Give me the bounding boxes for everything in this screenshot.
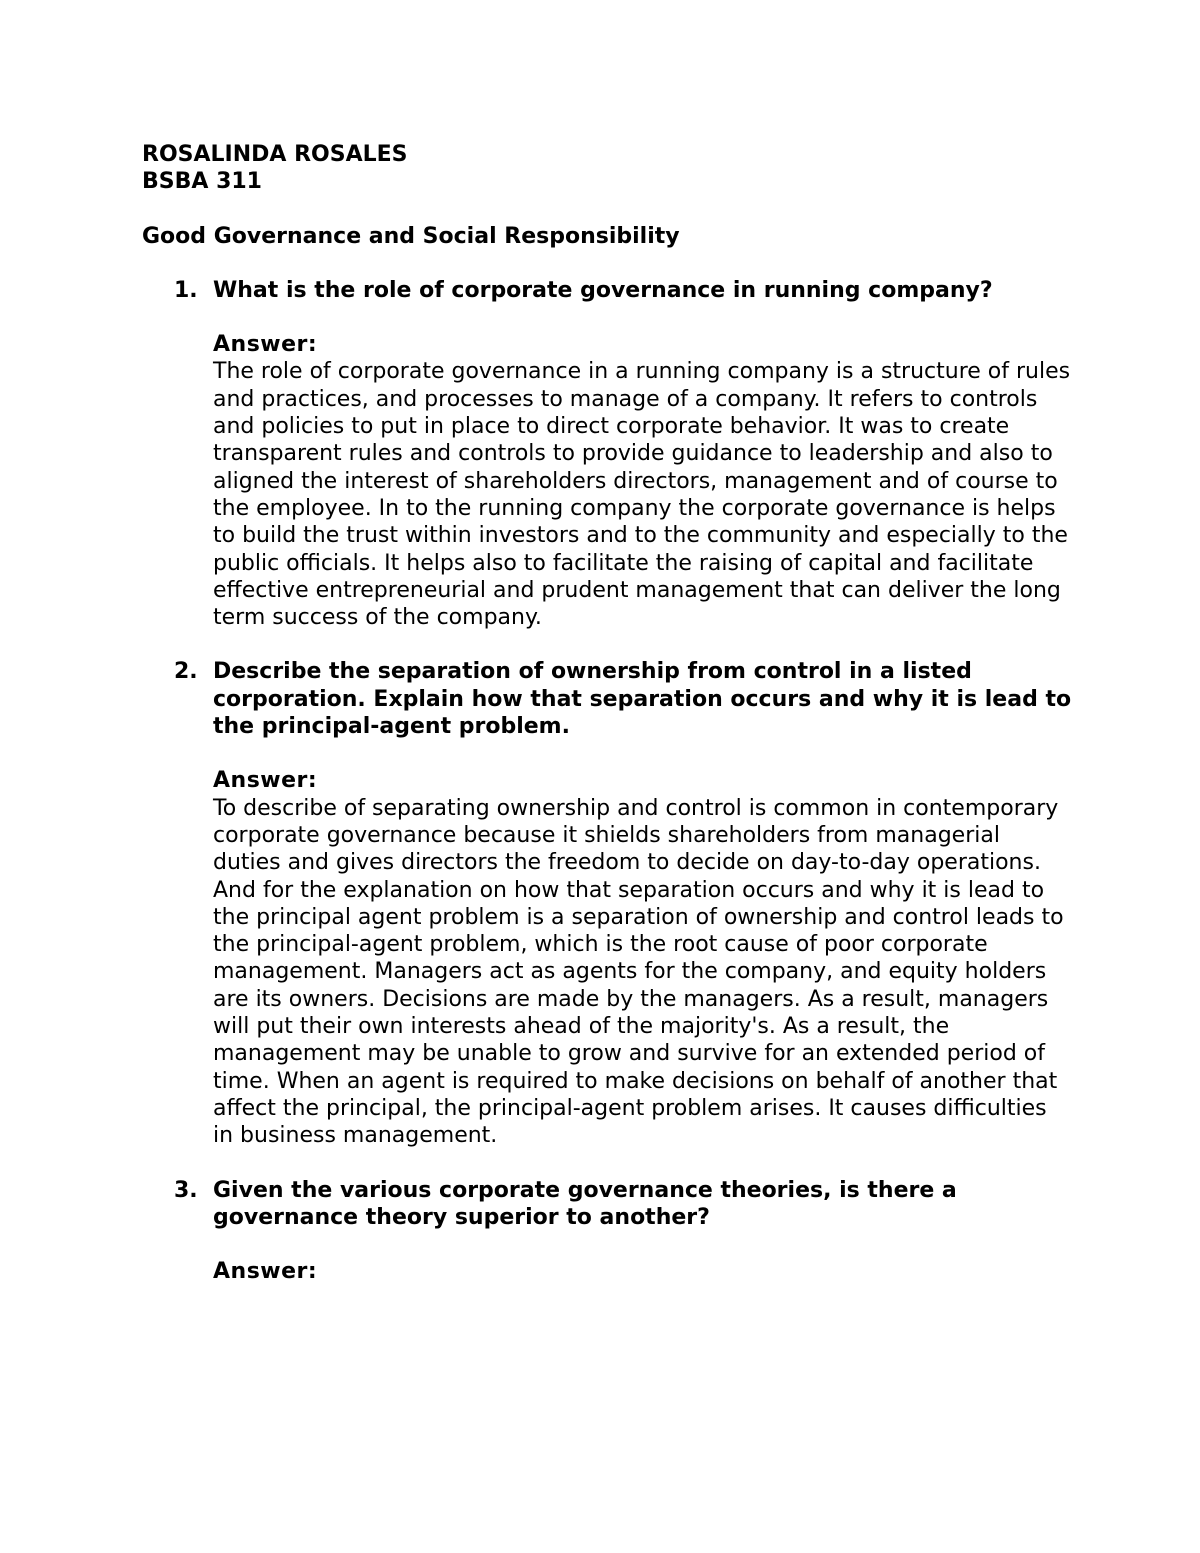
answer-paragraph: The role of corporate governance in a running company is a structure of rules and practices, and processes to manage of a company. It refers to controls and policies to put in place to direct corporate behavior. It was to create transparent rules and controls to provide guidance to leadership and also to aligned the interest of shareholders directors, management and of course to the employee. In to the running company the corporate governance is helps to build the trust within investors and to the community and especially to the public officials. It helps also to facilitate the raising of capital and facilitate effective entrepreneurial and prudent management that can deliver the long term success of the company. (213, 359, 1071, 631)
question-number: 3. (174, 1177, 198, 1203)
question-text: What is the role of corporate governance in running company? (213, 277, 993, 303)
question-text: Describe the separation of ownership from control in a listed corporation. Explain how that separation occurs and why it is lead to the principal-agent problem. (213, 659, 1072, 740)
question-number: 2. (174, 659, 198, 685)
question-item-3 (142, 1177, 1072, 1286)
question-text: Given the various corporate governance theories, is there a governance theory superior to another? (213, 1177, 957, 1230)
answer-label: Answer: (213, 1259, 318, 1285)
question-number: 1. (174, 277, 198, 303)
course-code: BSBA 311 (142, 169, 262, 195)
question-item-2 (142, 658, 1072, 1149)
answer-label: Answer: (213, 768, 318, 794)
answer-label: Answer: (213, 332, 318, 358)
question-item-1 (142, 277, 1072, 632)
author-name: ROSALINDA ROSALES (142, 142, 408, 167)
document-page (142, 141, 1072, 1285)
question-list (142, 277, 1072, 1286)
answer-paragraph: To describe of separating ownership and control is common in contemporary corporate governance because it shields shareholders from managerial duties and gives directors the freedom to decide on day-to-day operations. (213, 795, 1059, 876)
document-title: Good Governance and Social Responsibility (142, 223, 680, 249)
answer-paragraph: And for the explanation on how that separation occurs and why it is lead to the principal agent problem is a separation of ownership and control leads to the principal-agent problem, which is the root cause of poor corporate management. Managers act as agents for the company, and equity holders are its owners. Decisions are made by the managers. As a result, managers will put their own interests ahead of the majority's. As a result, the management may be unable to grow and survive for an extended period of time. When an agent is required to make decisions on behalf of another that affect the principal, the principal-agent problem arises. It causes difficulties in business management. (213, 877, 1064, 1149)
